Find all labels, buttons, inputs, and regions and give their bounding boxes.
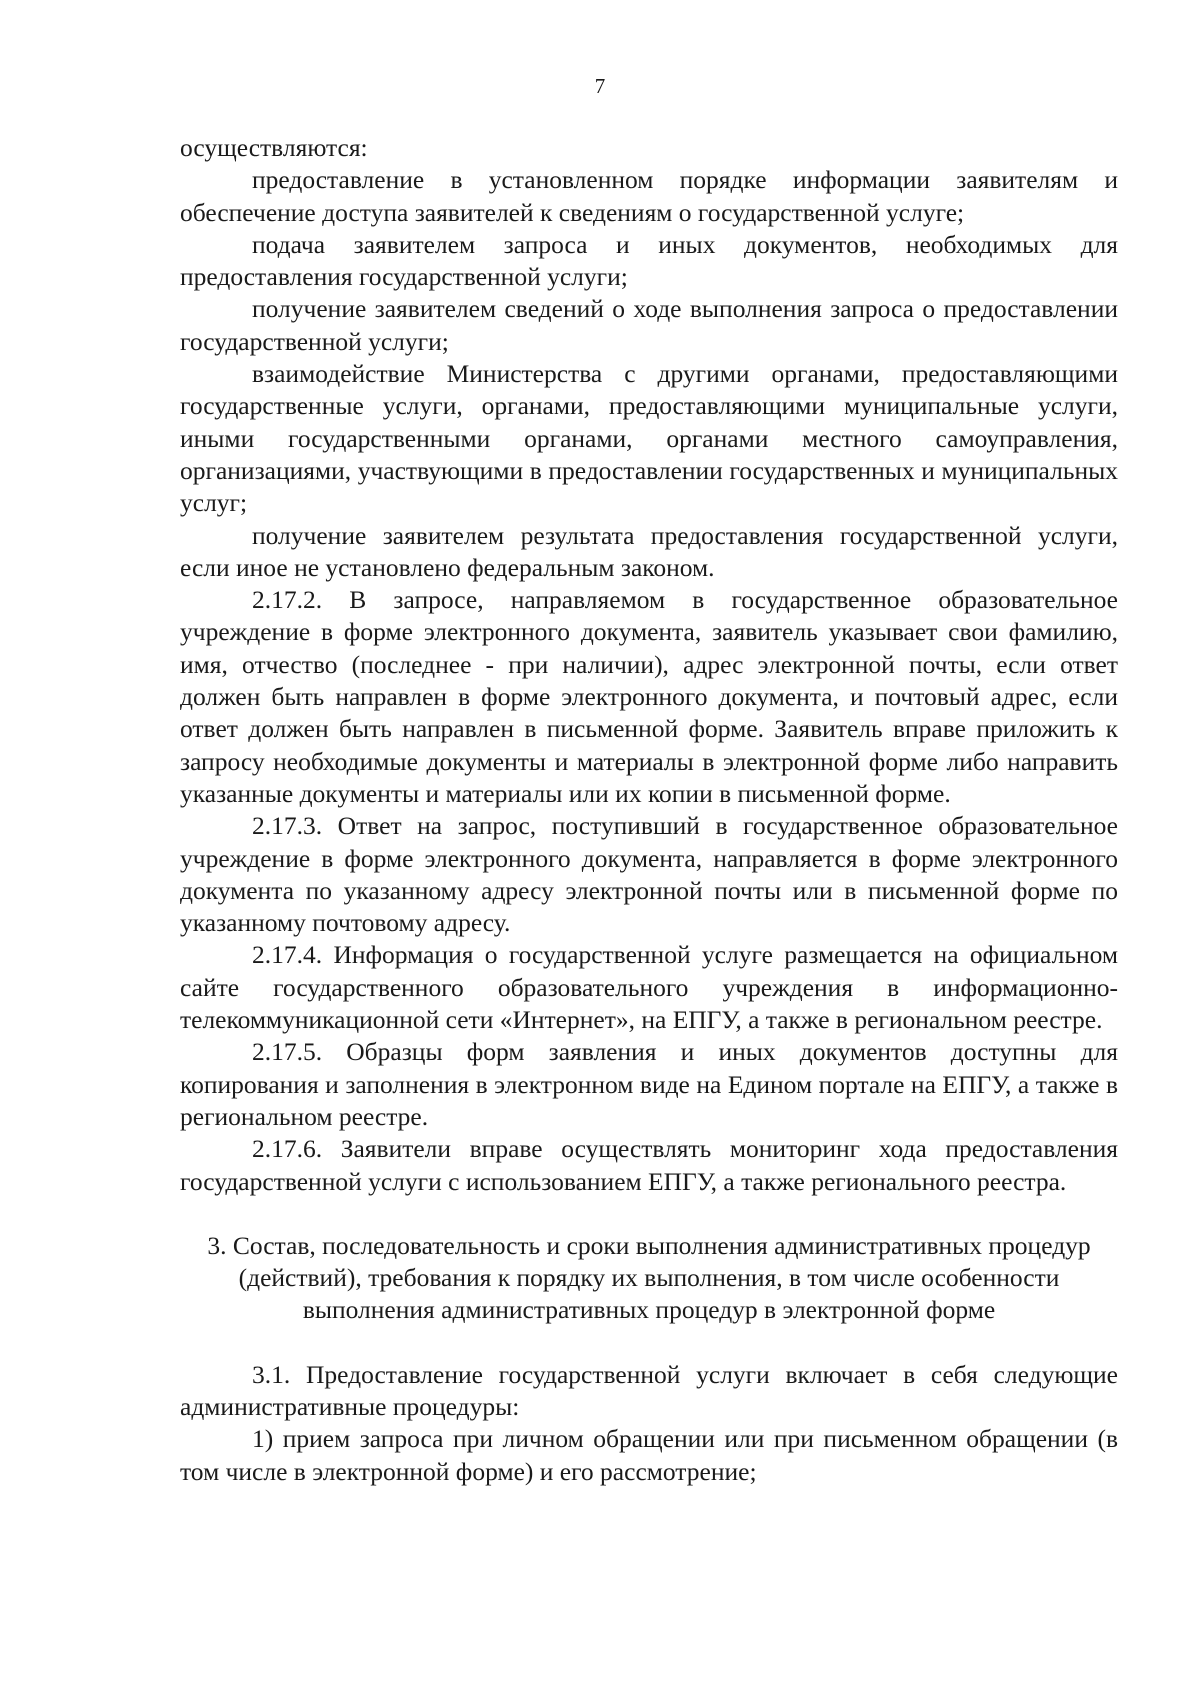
paragraph: 2.17.6. Заявители вправе осуществлять мониторинг хода предоставления государственной услуги с использованием ЕПГУ, а также регионального реестра. bbox=[180, 1134, 1118, 1196]
paragraph: получение заявителем сведений о ходе выполнения запроса о предоставлении государственной услуги; bbox=[180, 294, 1118, 356]
document-body bbox=[180, 132, 1118, 1488]
paragraph: 2.17.3. Ответ на запрос, поступивший в государственное образовательное учреждение в форме электронного документа, направляется в форме электронного документа по указанному адресу электронной почты или в письменной форме по указанному почтовому адресу. bbox=[180, 811, 1118, 938]
paragraph: подача заявителем запроса и иных документов, необходимых для предоставления государственной услуги; bbox=[180, 229, 1118, 292]
paragraph: 2.17.4. Информация о государственной услуге размещается на официальном сайте государственного образовательного учреждения в информационно-телекоммуникационной сети «Интернет», на ЕПГУ, а также в региональном реестре. bbox=[180, 940, 1118, 1035]
page-number: 7 bbox=[594, 74, 606, 98]
paragraph: получение заявителем результата предоставления государственной услуги, если иное не установлено федеральным законом. bbox=[180, 520, 1118, 582]
paragraph: 2.17.2. В запросе, направляемом в государственное образовательное учреждение в форме электронного документа, заявитель указывает свои фамилию, имя, отчество (последнее - при наличии), адрес электронной почты, если ответ должен быть направлен в форме электронного документа, и почтовый адрес, если ответ должен быть направлен в письменной форме. Заявитель вправе приложить к запросу необходимые документы и материалы в электронной форме либо направить указанные документы и материалы или их копии в письменной форме. bbox=[180, 585, 1118, 808]
paragraph: 2.17.5. Образцы форм заявления и иных документов доступны для копирования и заполнения в электронном виде на Едином портале на ЕПГУ, а также в региональном реестре. bbox=[180, 1037, 1118, 1131]
paragraph: осуществляются: bbox=[180, 133, 368, 162]
paragraph: 3.1. Предоставление государственной услуги включает в себя следующие административные процедуры: bbox=[180, 1359, 1118, 1421]
section-heading: 3. Состав, последовательность и сроки выполнения административных процедур (действий), требования к порядку их выполнения, в том числе особенности выполнения административных процедур в электронной форме bbox=[207, 1230, 1091, 1325]
paragraph: предоставление в установленном порядке информации заявителям и обеспечение доступа заявителей к сведениям о государственной услуге; bbox=[180, 165, 1118, 227]
paragraph: взаимодействие Министерства с другими органами, предоставляющими государственные услуги, органами, предоставляющими муниципальные услуги, иными государственными органами, органами местного самоуправления, организациями, участвующими в предоставлении государственных и муниципальных услуг; bbox=[180, 359, 1118, 518]
paragraph: 1) прием запроса при личном обращении или при письменном обращении (в том числе в электронной форме) и его рассмотрение; bbox=[180, 1424, 1118, 1486]
